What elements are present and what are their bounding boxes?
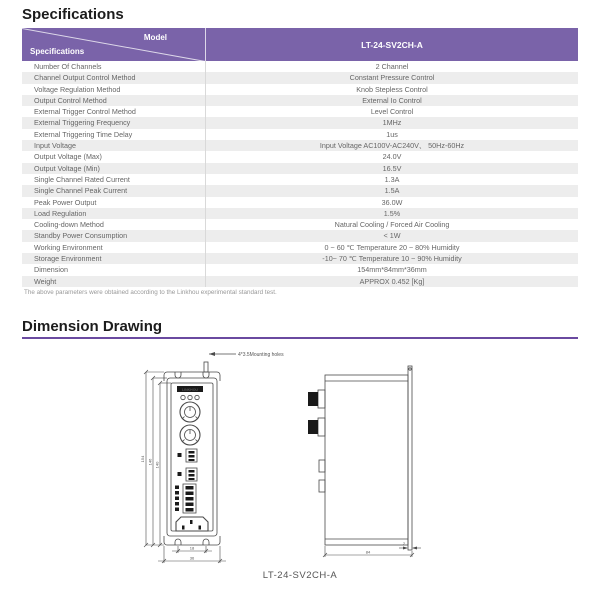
spec-row — [22, 129, 578, 140]
spec-row — [22, 242, 578, 253]
specifications-table — [22, 28, 578, 287]
connector-row2 — [178, 468, 198, 481]
header-model-label: Model — [143, 33, 167, 42]
spec-row-value: 1.5% — [205, 208, 578, 219]
spec-row — [22, 264, 578, 275]
spec-row-value: Level Control — [205, 106, 578, 117]
power-inlet-icon — [176, 517, 208, 531]
bottom-notch-left — [175, 539, 181, 545]
spec-row-label: Standby Power Consumption — [34, 231, 128, 241]
bottom-flange — [164, 536, 220, 545]
spec-row-value: Natural Cooling / Forced Air Cooling — [205, 219, 578, 230]
spec-row-label: Dimension — [34, 265, 68, 275]
dim-front-width: 36 — [189, 555, 195, 561]
spec-row — [22, 253, 578, 264]
spec-row — [22, 84, 578, 95]
dim-height-outer: 154 — [140, 455, 145, 463]
callout-arrow-icon — [209, 352, 215, 356]
spec-row — [22, 72, 578, 83]
spec-row — [22, 117, 578, 128]
knob1-icon — [180, 402, 200, 422]
specifications-title: Specifications — [22, 6, 124, 23]
spec-row — [22, 276, 578, 287]
rear-panel — [408, 366, 412, 550]
led-icon — [188, 395, 192, 399]
spec-row — [22, 95, 578, 106]
spec-row-label: Storage Environment — [34, 254, 102, 264]
dim-depth: 84 — [365, 549, 371, 555]
side-connector1 — [319, 460, 325, 472]
spec-row-value: 1MHz — [205, 117, 578, 128]
dimension-drawing — [0, 345, 600, 570]
spec-row-label: External Triggering Frequency — [34, 118, 131, 128]
knob2-icon — [180, 425, 200, 445]
mounting-pin — [204, 362, 208, 372]
spec-row-label: Number Of Channels — [34, 62, 102, 71]
spec-row-label: Single Channel Rated Current — [34, 174, 130, 184]
section-underline — [22, 337, 578, 339]
dim-height-inner: 140 — [154, 461, 160, 469]
spec-row-label: Output Voltage (Min) — [34, 163, 100, 173]
connector-row1 — [178, 449, 198, 462]
spec-row-value: APPROX 0.452 [Kg] — [205, 276, 578, 287]
dim-flange-thickness: 2 — [402, 541, 406, 546]
spec-row-value: 1us — [205, 129, 578, 140]
table-header — [22, 28, 578, 61]
dim-hole-spacing: 18 — [189, 545, 195, 551]
side-connector2 — [319, 480, 325, 492]
flange-dimension — [399, 547, 421, 550]
spec-row — [22, 185, 578, 196]
led-icon — [195, 395, 199, 399]
spec-row — [22, 208, 578, 219]
spec-row-value: External Io Control — [205, 95, 578, 106]
spec-row-label: Peak Power Output — [34, 197, 97, 207]
spec-row-value: 2 Channel — [205, 61, 578, 72]
header-specifications-label: Specifications — [30, 47, 85, 56]
table-footnote: The above parameters were obtained according to the Linkhou experimental standard test. — [24, 289, 277, 296]
spec-row-label: External Trigger Control Method — [34, 107, 136, 117]
spec-row-value: 36.0W — [205, 197, 578, 208]
spec-row — [22, 230, 578, 241]
spec-row — [22, 163, 578, 174]
top-notch-right — [203, 372, 209, 378]
side-knob1-icon — [308, 390, 325, 408]
spec-row-value: Knob Stepless Control — [205, 84, 578, 95]
spec-row-value: < 1W — [205, 230, 578, 241]
spec-row-label: Channel Output Control Method — [34, 73, 136, 83]
spec-row-label: Working Environment — [34, 242, 103, 252]
spec-row-value: 24.0V — [205, 151, 578, 162]
spec-rows — [22, 61, 578, 287]
mounting-holes-note: 4*3.5Mounting holes — [238, 352, 284, 358]
header-diagonal-divider — [22, 28, 205, 61]
bottom-notch-right — [203, 539, 209, 545]
spec-row-label: Output Control Method — [34, 95, 107, 105]
spec-row-value: Constant Pressure Control — [205, 72, 578, 83]
spec-row-value: 154mm*84mm*36mm — [205, 264, 578, 275]
side-view — [308, 366, 421, 557]
drawing-caption: LT-24-SV2CH-A — [262, 570, 338, 581]
dim-height-mid: 146 — [147, 458, 153, 466]
side-body — [325, 375, 408, 545]
top-notch-left — [175, 372, 181, 378]
spec-row-value: 1.3A — [205, 174, 578, 185]
side-knob2-icon — [308, 418, 325, 436]
spec-row — [22, 140, 578, 151]
top-flange — [164, 372, 220, 381]
spec-row-label: External Triggering Time Delay — [34, 129, 133, 139]
spec-row-label: Output Voltage (Max) — [34, 152, 102, 162]
front-view — [140, 352, 284, 563]
spec-row — [22, 106, 578, 117]
spec-row-label: Single Channel Peak Current — [34, 186, 128, 196]
spec-row-value: 0 ~ 60 ℃ Temperature 20 ~ 80% Humidity — [205, 242, 578, 253]
spec-row-label: Weight — [34, 276, 57, 286]
spec-row — [22, 219, 578, 230]
spec-row-value: -10~ 70 ℃ Temperature 10 ~ 90% Humidity — [205, 253, 578, 264]
spec-row-label: Voltage Regulation Method — [34, 84, 121, 94]
spec-row — [22, 151, 578, 162]
spec-row — [22, 61, 578, 72]
spec-row-value: 16.5V — [205, 163, 578, 174]
spec-row — [22, 174, 578, 185]
spec-row — [22, 197, 578, 208]
dimension-drawing-title: Dimension Drawing — [22, 318, 163, 335]
spec-row-value: 1.5A — [205, 185, 578, 196]
spec-row-label: Load Regulation — [34, 208, 87, 218]
spec-row-label: Input Voltage — [34, 141, 76, 151]
terminal-strip — [175, 484, 196, 513]
header-corner-cell — [22, 28, 205, 61]
spec-row-value: Input Voltage AC100V-AC240V、 50Hz-60Hz — [205, 140, 578, 151]
logo-text: LINKHOU — [182, 387, 198, 392]
spec-row-label: Cooling-down Method — [34, 220, 104, 230]
led-icon — [181, 395, 185, 399]
header-model-value: LT-24-SV2CH-A — [205, 28, 578, 61]
